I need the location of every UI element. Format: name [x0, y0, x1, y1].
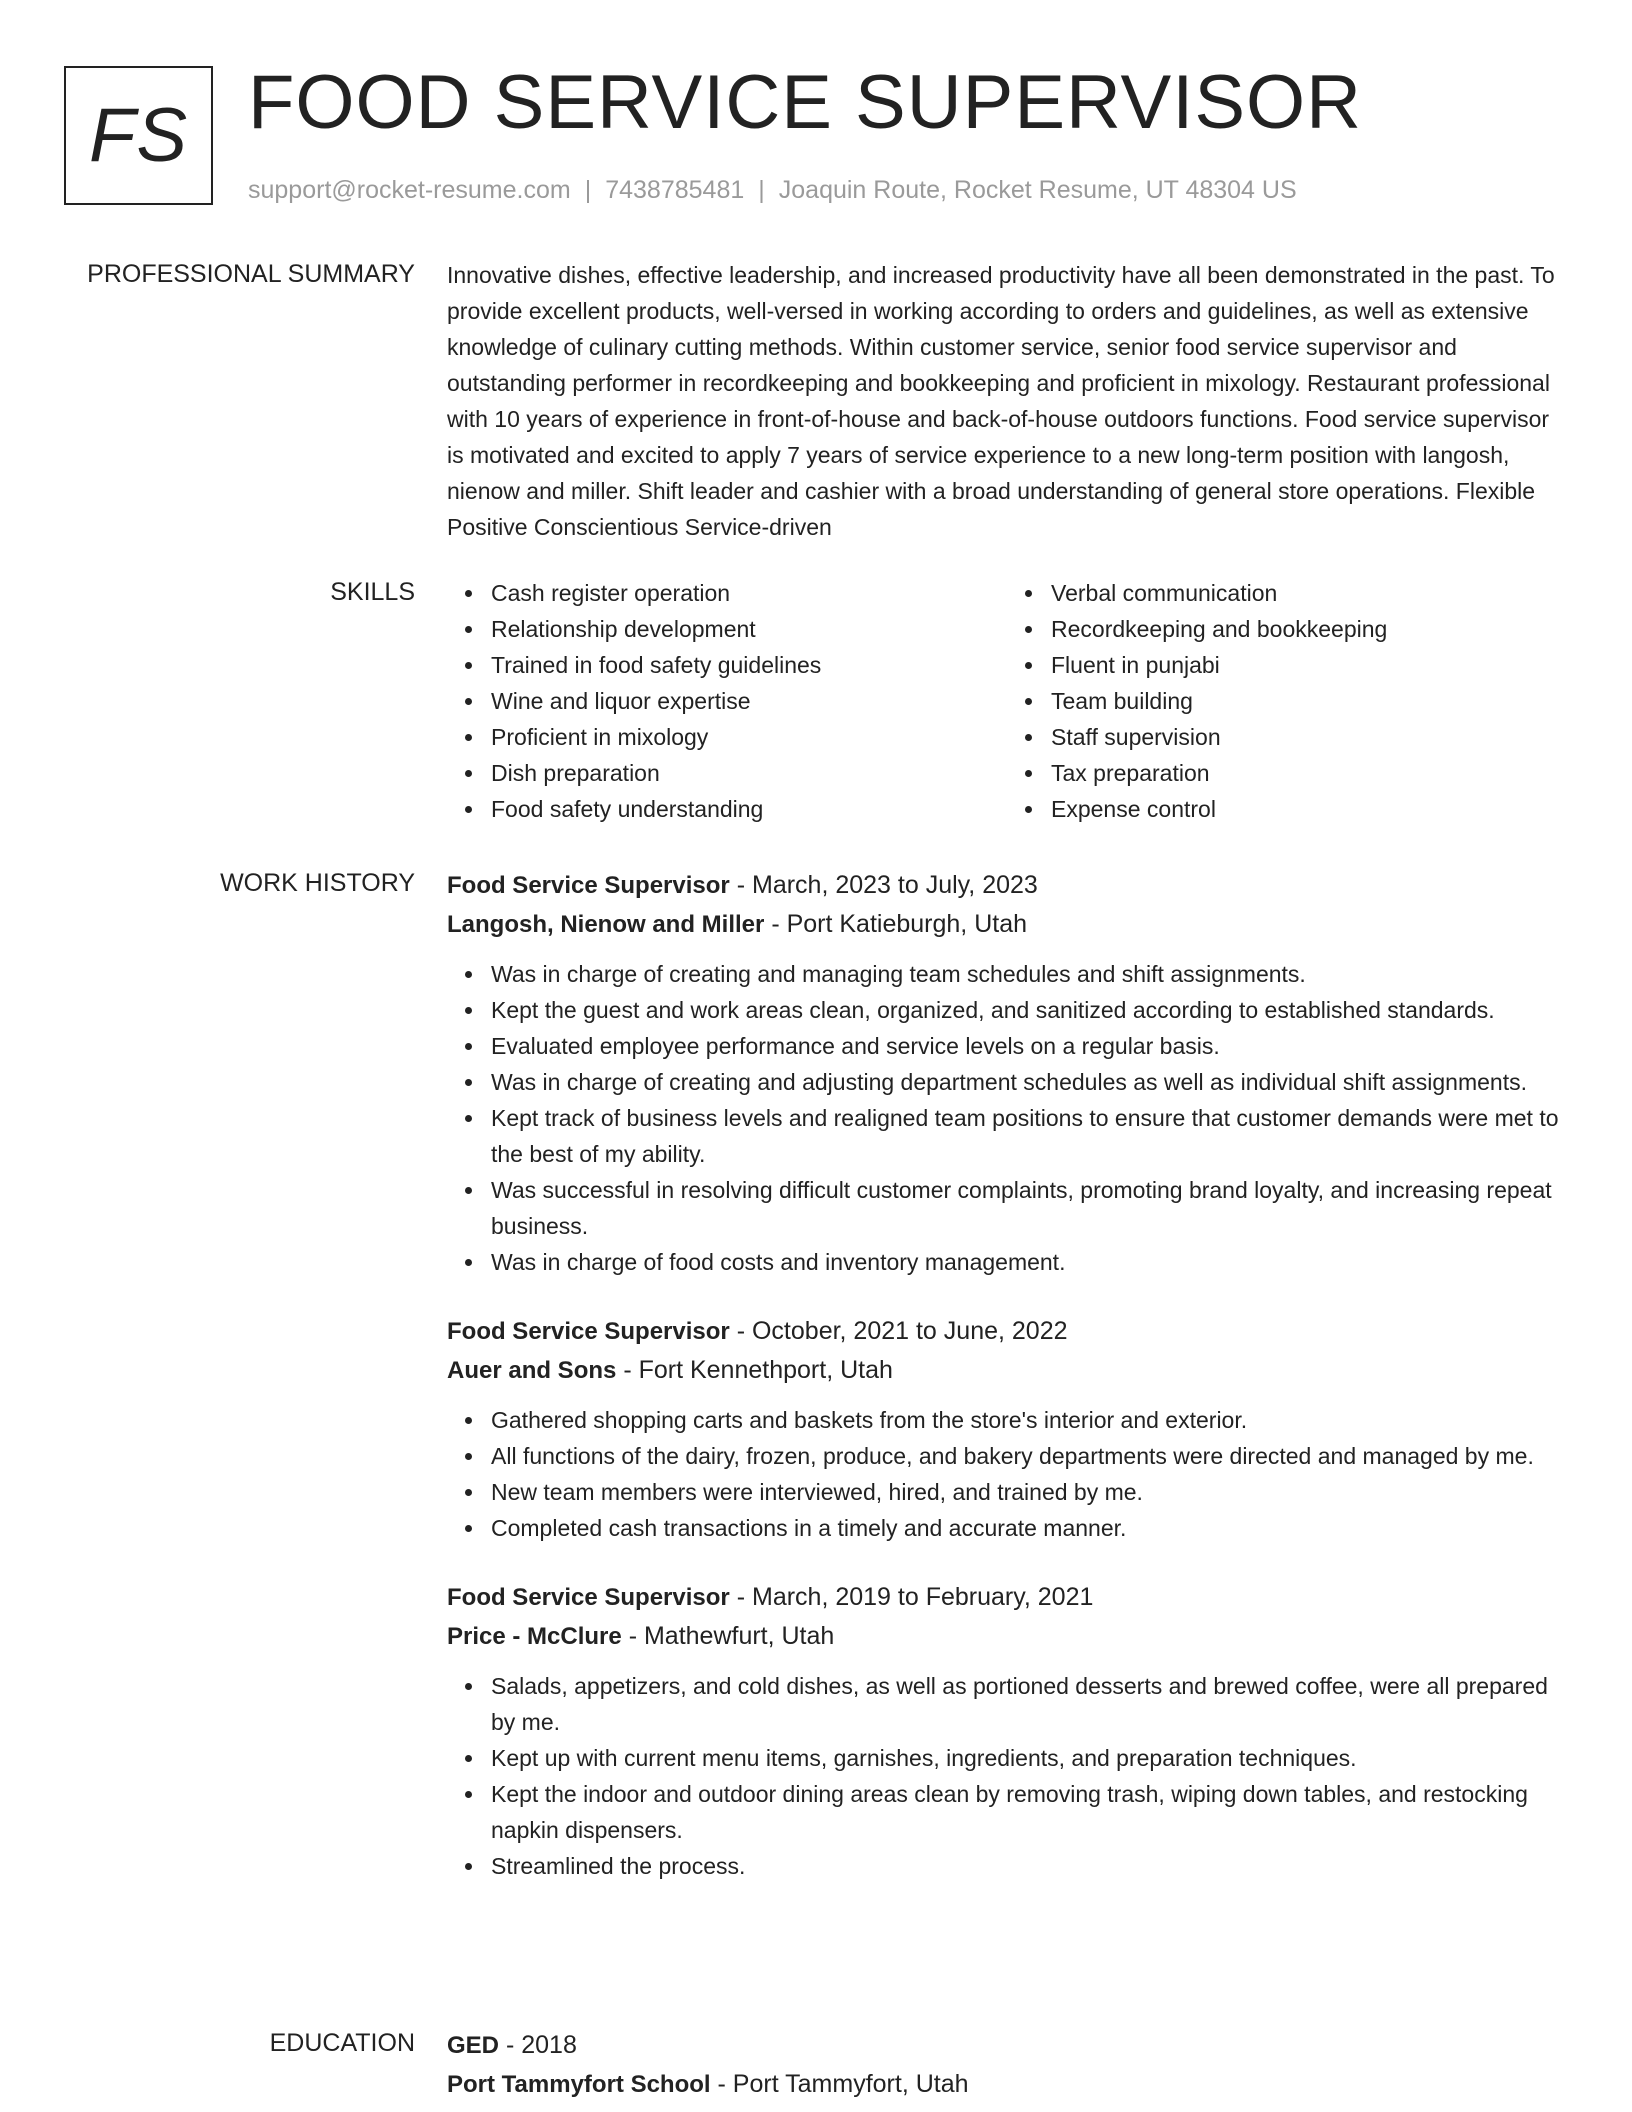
duty-item: Kept the indoor and outdoor dining areas clean by removing trash, wiping down tables, and restocking napkin dispensers.	[491, 1776, 1567, 1848]
skill-item: Wine and liquor expertise	[491, 683, 1007, 719]
skills-list-right	[1007, 575, 1567, 827]
skill-item: Relationship development	[491, 611, 1007, 647]
duty-item: Was in charge of food costs and inventory management.	[491, 1244, 1567, 1280]
skills-list-left	[447, 575, 1007, 827]
job-company: Langosh, Nienow and Miller	[447, 911, 765, 938]
job-role-line	[447, 1578, 1567, 1617]
contact-address: Joaquin Route, Rocket Resume, UT 48304 US	[778, 176, 1297, 204]
duty-item: All functions of the dairy, frozen, produce, and bakery departments were directed and managed by me.	[491, 1438, 1567, 1474]
contact-separator: |	[584, 176, 592, 204]
job-location: - Mathewfurt, Utah	[628, 1622, 835, 1650]
duty-item: Kept up with current menu items, garnishes, ingredients, and preparation techniques.	[491, 1740, 1567, 1776]
job-company: Auer and Sons	[447, 1357, 617, 1384]
job-role: Food Service Supervisor	[447, 872, 730, 899]
education-location: - Port Tammyfort, Utah	[717, 2070, 969, 2098]
duty-item: Completed cash transactions in a timely and accurate manner.	[491, 1510, 1567, 1546]
education-title: EDUCATION	[269, 2029, 415, 2057]
contact-email: support@rocket-resume.com	[248, 176, 571, 204]
contact-phone: 7438785481	[605, 176, 745, 204]
skill-item: Trained in food safety guidelines	[491, 647, 1007, 683]
skill-item: Verbal communication	[1051, 575, 1567, 611]
education-year: - 2018	[505, 2031, 577, 2059]
contact-line	[248, 174, 1297, 206]
job-company-line	[447, 1351, 1567, 1390]
skill-item: Cash register operation	[491, 575, 1007, 611]
job-dates: - October, 2021 to June, 2022	[736, 1317, 1068, 1345]
job-company: Price - McClure	[447, 1623, 622, 1650]
education-degree: GED	[447, 2032, 500, 2059]
duty-item: New team members were interviewed, hired, and trained by me.	[491, 1474, 1567, 1510]
work-history-title: WORK HISTORY	[220, 869, 415, 897]
job-role-line	[447, 866, 1567, 905]
job-company-line	[447, 905, 1567, 944]
job-entry	[447, 1578, 1567, 1884]
job-dates: - March, 2019 to February, 2021	[736, 1583, 1094, 1611]
job-location: - Fort Kennethport, Utah	[623, 1356, 893, 1384]
duty-item: Evaluated employee performance and service levels on a regular basis.	[491, 1028, 1567, 1064]
job-role: Food Service Supervisor	[447, 1584, 730, 1611]
duty-item: Gathered shopping carts and baskets from the store's interior and exterior.	[491, 1402, 1567, 1438]
job-duties	[447, 1402, 1567, 1546]
duty-item: Salads, appetizers, and cold dishes, as well as portioned desserts and brewed coffee, were all prepared by me.	[491, 1668, 1567, 1740]
job-role: Food Service Supervisor	[447, 1318, 730, 1345]
skills-title: SKILLS	[330, 578, 415, 606]
job-location: - Port Katieburgh, Utah	[771, 910, 1028, 938]
skill-item: Tax preparation	[1051, 755, 1567, 791]
duty-item: Was successful in resolving difficult customer complaints, promoting brand loyalty, and increasing repeat business.	[491, 1172, 1567, 1244]
duty-item: Kept track of business levels and realigned team positions to ensure that customer demands were met to the best of my ability.	[491, 1100, 1567, 1172]
skill-item: Dish preparation	[491, 755, 1007, 791]
duty-item: Was in charge of creating and adjusting department schedules as well as individual shift assignments.	[491, 1064, 1567, 1100]
summary-title: PROFESSIONAL SUMMARY	[87, 260, 415, 288]
job-entry	[447, 866, 1567, 1280]
skill-item: Fluent in punjabi	[1051, 647, 1567, 683]
skill-item: Expense control	[1051, 791, 1567, 827]
monogram: FS	[64, 66, 213, 205]
job-duties	[447, 956, 1567, 1280]
job-dates: - March, 2023 to July, 2023	[736, 871, 1038, 899]
education-school: Port Tammyfort School	[447, 2071, 711, 2098]
job-company-line	[447, 1617, 1567, 1656]
education-school-line	[447, 2065, 1567, 2104]
job-role-line	[447, 1312, 1567, 1351]
job-duties	[447, 1668, 1567, 1884]
duty-item: Streamlined the process.	[491, 1848, 1567, 1884]
duty-item: Kept the guest and work areas clean, organized, and sanitized according to established standards.	[491, 992, 1567, 1028]
skill-item: Team building	[1051, 683, 1567, 719]
skill-item: Staff supervision	[1051, 719, 1567, 755]
contact-separator: |	[758, 176, 765, 204]
skill-item: Recordkeeping and bookkeeping	[1051, 611, 1567, 647]
skill-item: Food safety understanding	[491, 791, 1007, 827]
summary-text: Innovative dishes, effective leadership, and increased productivity have all been demonstrated in the past. To provide excellent products, well-versed in working according to orders and guidelines, as well as extensive knowledge of culinary cutting methods. Within customer service, senior food service supervisor and outstanding performer in recordkeeping and bookkeeping and proficient in mixology. Restaurant professional with 10 years of experience in front-of-house and back-of-house outdoors functions. Food service supervisor is motivated and excited to apply 7 years of service experience to a new long-term position with langosh, nienow and miller. Shift leader and cashier with a broad understanding of general store operations. Flexible Positive Conscientious Service-driven	[447, 262, 1555, 540]
resume-title: FOOD SERVICE SUPERVISOR	[248, 60, 1363, 145]
skill-item: Proficient in mixology	[491, 719, 1007, 755]
duty-item: Was in charge of creating and managing team schedules and shift assignments.	[491, 956, 1567, 992]
education-degree-line	[447, 2026, 1567, 2065]
job-entry	[447, 1312, 1567, 1546]
